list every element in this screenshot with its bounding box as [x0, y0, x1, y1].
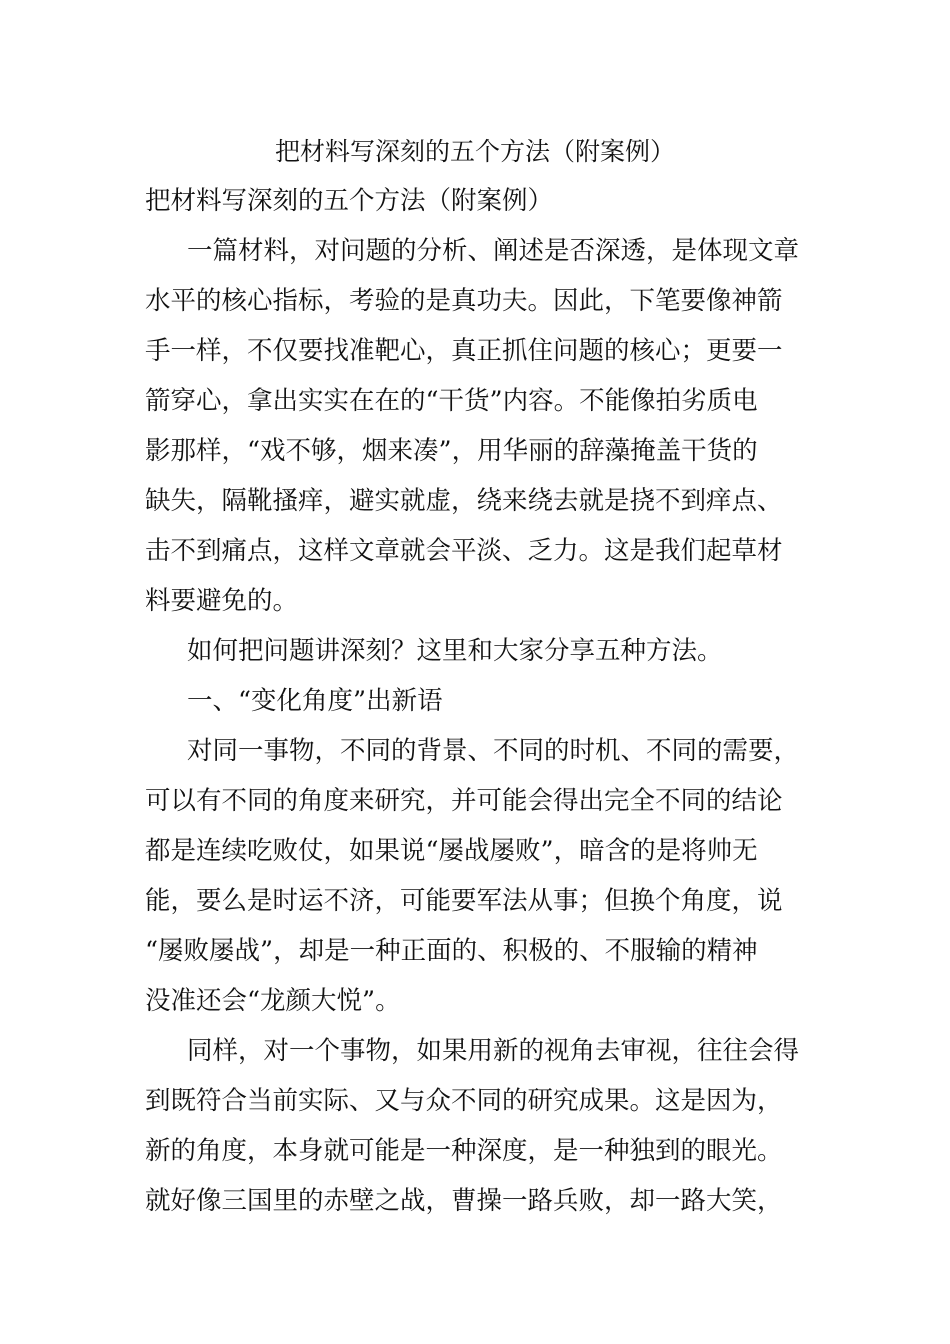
text-line: 可以有不同的角度来研究，并可能会得出完全不同的结论	[145, 786, 783, 816]
page-title: 把材料写深刻的五个方法（附案例）	[274, 137, 675, 166]
text-line: 缺失，隔靴搔痒，避实就虚，绕来绕去就是挠不到痒点、	[145, 486, 783, 516]
text-line: 就好像三国里的赤壁之战，曹操一路兵败，却一路大笑，	[145, 1186, 783, 1216]
text-line: 水平的核心指标，考验的是真功夫。因此，下笔要像神箭	[145, 286, 783, 316]
text-line: 到既符合当前实际、又与众不同的研究成果。这是因为，	[145, 1086, 783, 1116]
text-line: 击不到痛点，这样文章就会平淡、乏力。这是我们起草材	[145, 536, 783, 566]
text-line: 手一样，不仅要找准靶心，真正抓住问题的核心；更要一	[145, 336, 783, 366]
text-line: 能，要么是时运不济，可能要军法从事；但换个角度，说	[145, 886, 783, 916]
text-line: 都是连续吃败仗，如果说“屡战屡败”，暗含的是将帅无	[145, 836, 758, 866]
text-line: 没准还会“龙颜大悦”。	[145, 986, 401, 1016]
text-line: 箭穿心，拿出实实在在的“干货”内容。不能像拍劣质电	[145, 386, 758, 416]
text-line: 对同一事物，不同的背景、不同的时机、不同的需要，	[187, 736, 800, 766]
text-line: 如何把问题讲深刻？这里和大家分享五种方法。	[187, 636, 723, 666]
section-heading: 一、“变化角度”出新语	[187, 686, 443, 716]
text-line-subtitle: 把材料写深刻的五个方法（附案例）	[145, 186, 554, 216]
text-line: 新的角度，本身就可能是一种深度，是一种独到的眼光。	[145, 1136, 783, 1166]
text-line: 影那样，“戏不够，烟来凑”，用华丽的辞藻掩盖干货的	[145, 436, 758, 466]
text-line: 同样，对一个事物，如果用新的视角去审视，往往会得	[187, 1036, 800, 1066]
text-line: 一篇材料，对问题的分析、阐述是否深透，是体现文章	[187, 236, 800, 266]
text-line: 料要避免的。	[145, 586, 299, 616]
text-line: “屡败屡战”，却是一种正面的、积极的、不服输的精神	[145, 936, 758, 966]
